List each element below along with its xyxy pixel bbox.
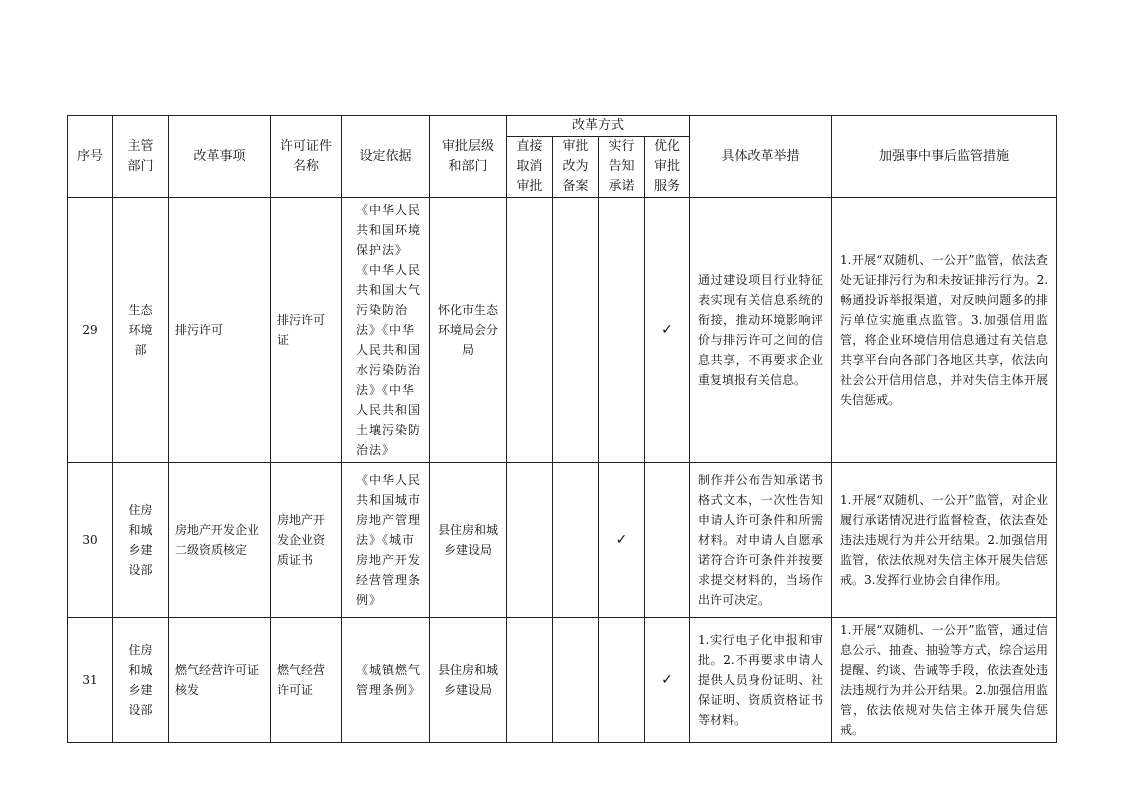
row-basis bbox=[342, 198, 430, 463]
header-level-text: 审批层级和部门 bbox=[441, 138, 494, 174]
row-measures-text: 制作并公布告知承诺书格式文本，一次性告知申请人许可条件和所需材料。对申请人自愿承诺符合许可条件并按要求提交材料的，当场作出许可决定。 bbox=[698, 473, 824, 607]
row-level bbox=[430, 463, 507, 618]
header-supervision: 加强事中事后监管措施 bbox=[832, 116, 1057, 198]
header-license-text: 许可证件名称 bbox=[279, 138, 332, 174]
row-seq: 31 bbox=[68, 618, 113, 743]
row-basis-text: 《城镇燃气管理条例》 bbox=[356, 663, 422, 697]
row-supervision-text: 1.开展“双随机、一公开”监管，对企业履行承诺情况进行监督检查，依法查处违法违规行为并公开结果。2.加强信用监管，依法依规对失信主体开展失信惩戒。3.发挥行业协会自律作用。 bbox=[840, 493, 1049, 587]
check-mark-icon: ✓ bbox=[661, 672, 673, 688]
row-method-cancel bbox=[507, 198, 553, 463]
row-seq: 30 bbox=[68, 463, 113, 618]
row-method-cancel bbox=[507, 463, 553, 618]
row-item-text: 房地产开发企业二级资质核定 bbox=[175, 523, 260, 557]
row-supervision bbox=[832, 618, 1057, 743]
table-row bbox=[68, 463, 1057, 618]
header-method-cancel-text: 直接取消审批 bbox=[516, 139, 543, 194]
row-measures bbox=[690, 618, 832, 743]
header-method-group: 改革方式 bbox=[507, 116, 690, 137]
row-license bbox=[271, 463, 342, 618]
row-supervision bbox=[832, 198, 1057, 463]
row-dept-text: 住房和城乡建设部 bbox=[128, 643, 153, 717]
row-dept bbox=[113, 618, 169, 743]
row-supervision-text: 1.开展“双随机、一公开”监管，依法查处无证排污行为和未按证排污行为。2.畅通投诉举报渠道，对反映问题多的排污单位实施重点监管。3.加强信用监管，将企业环境信用信息通过有关信息共享平台向各部门各地区共享，依法向社会公开信用信息，并对失信主体开展失信惩戒。 bbox=[840, 253, 1049, 407]
row-supervision bbox=[832, 463, 1057, 618]
row-item bbox=[169, 618, 271, 743]
row-level-text: 怀化市生态环境局会分局 bbox=[437, 303, 498, 357]
row-level bbox=[430, 618, 507, 743]
header-method-cancel bbox=[507, 137, 553, 198]
row-item-text: 燃气经营许可证核发 bbox=[175, 663, 260, 697]
row-method-optimize bbox=[645, 463, 690, 618]
row-license bbox=[271, 198, 342, 463]
row-item-text: 排污许可 bbox=[175, 323, 224, 337]
row-dept-text: 生态环境部 bbox=[128, 303, 153, 357]
row-license-text: 燃气经营许可证 bbox=[277, 663, 326, 697]
row-method-promise bbox=[599, 463, 645, 618]
row-measures-text: 1.实行电子化申报和审批。2.不再要求申请人提供人员身份证明、社保证明、资质资格证书等材料。 bbox=[698, 633, 824, 727]
row-license-text: 排污许可证 bbox=[277, 313, 326, 347]
row-level-text: 县住房和城乡建设局 bbox=[437, 663, 498, 697]
header-item: 改革事项 bbox=[169, 116, 271, 198]
row-measures-text: 通过建设项目行业特征表实现有关信息系统的衔接，推动环境影响评价与排污许可之间的信息共享，不再要求企业重复填报有关信息。 bbox=[698, 273, 824, 387]
header-method-optimize-text: 优化审批服务 bbox=[653, 139, 680, 194]
row-basis-text: 《中华人民共和国城市房地产管理法》《城市房地产开发经营管理条例》 bbox=[356, 473, 422, 607]
row-seq: 29 bbox=[68, 198, 113, 463]
header-seq: 序号 bbox=[68, 116, 113, 198]
row-method-filing bbox=[553, 618, 599, 743]
header-method-promise bbox=[599, 137, 645, 198]
row-supervision-text: 1.开展“双随机、一公开”监管，通过信息公示、抽查、抽验等方式，综合运用提醒、约谈、告诫等手段，依法查处违法违规行为并公开结果。2.加强信用监管，依法依规对失信主体开展失信惩戒。 bbox=[840, 623, 1049, 737]
header-license bbox=[271, 116, 342, 198]
row-basis bbox=[342, 463, 430, 618]
row-measures bbox=[690, 463, 832, 618]
row-level bbox=[430, 198, 507, 463]
header-measures: 具体改革举措 bbox=[690, 116, 832, 198]
table-row bbox=[68, 618, 1057, 743]
reform-table bbox=[67, 115, 1057, 743]
row-dept bbox=[113, 463, 169, 618]
row-basis-text: 《中华人民共和国环境保护法》《中华人民共和国大气污染防治法》《中华人民共和国水污染防治法》《中华人民共和国土壤污染防治法》 bbox=[356, 203, 422, 457]
row-license bbox=[271, 618, 342, 743]
row-method-optimize bbox=[645, 618, 690, 743]
row-item bbox=[169, 463, 271, 618]
row-method-cancel bbox=[507, 618, 553, 743]
row-dept bbox=[113, 198, 169, 463]
check-mark-icon: ✓ bbox=[615, 532, 628, 548]
check-mark-icon: ✓ bbox=[661, 322, 673, 338]
table-row bbox=[68, 198, 1057, 463]
header-basis: 设定依据 bbox=[342, 116, 430, 198]
row-dept-text: 住房和城乡建设部 bbox=[128, 503, 153, 577]
row-method-optimize bbox=[645, 198, 690, 463]
header-method-filing-text: 审批改为备案 bbox=[562, 139, 589, 194]
header-method-filing bbox=[553, 137, 599, 198]
row-basis bbox=[342, 618, 430, 743]
row-license-text: 房地产开发企业资质证书 bbox=[277, 513, 326, 567]
header-dept-text: 主管部门 bbox=[127, 138, 154, 174]
header-level bbox=[430, 116, 507, 198]
row-level-text: 县住房和城乡建设局 bbox=[437, 523, 498, 557]
header-method-optimize bbox=[645, 137, 690, 198]
row-item bbox=[169, 198, 271, 463]
row-method-promise bbox=[599, 198, 645, 463]
header-method-promise-text: 实行告知承诺 bbox=[608, 139, 635, 194]
row-method-filing bbox=[553, 198, 599, 463]
row-method-filing bbox=[553, 463, 599, 618]
row-method-promise bbox=[599, 618, 645, 743]
header-dept bbox=[113, 116, 169, 198]
row-measures bbox=[690, 198, 832, 463]
